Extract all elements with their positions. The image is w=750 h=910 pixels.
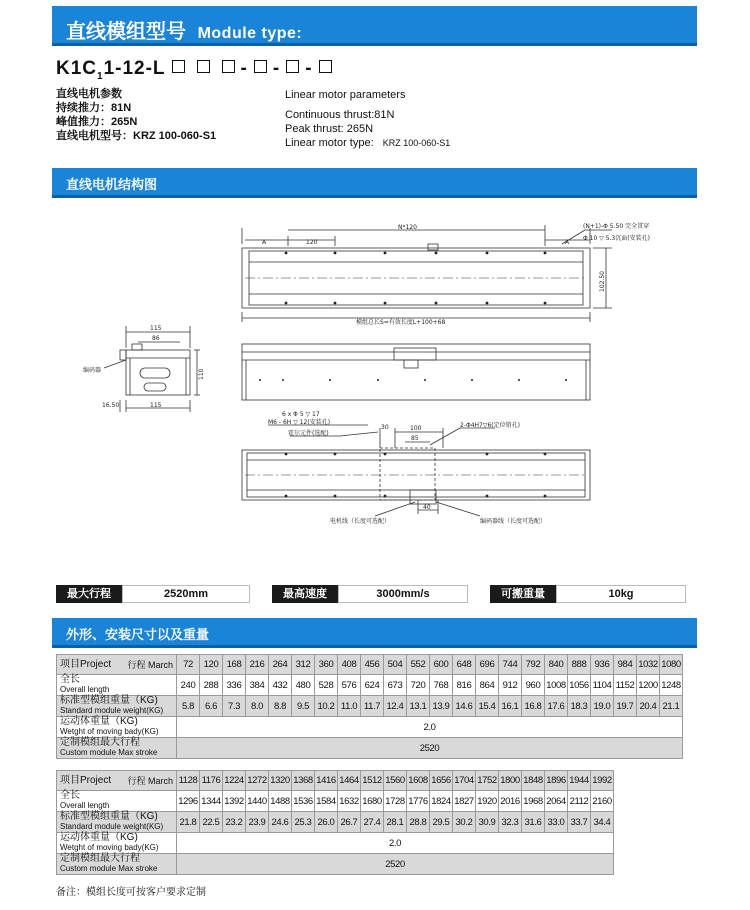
table-row: 全长 Overall length 1296 1344 1392 1440 1488 1536 1584 1632 1680 1728 1776 1824 1827 1920 2016 1968 2064 2112 2160 bbox=[57, 791, 614, 812]
table-row: 定制模组最大行程 Custom module Max stroke 2520 bbox=[57, 854, 614, 875]
table-row: 运动体重量（KG) Wetght of moving bady(KG) 2.0 bbox=[57, 833, 614, 854]
footnote: 备注：模组长度可按客户要求定制 bbox=[56, 887, 206, 898]
dim-102: 102.50 bbox=[599, 271, 606, 292]
side-view-body bbox=[126, 350, 190, 395]
dim-1650: 16.50 bbox=[102, 402, 120, 409]
hole-note2: Φ 10 ▽ 5.3沉面(安装孔) bbox=[583, 235, 650, 242]
screw-note2: M6 - 6H ▽ 12(安装孔) bbox=[268, 419, 331, 426]
spec-value-stroke: 2520mm bbox=[122, 585, 250, 603]
title-en: Module type: bbox=[197, 25, 303, 42]
placeholder-box bbox=[222, 60, 235, 73]
dim-110: 110 bbox=[198, 368, 205, 380]
spec-label-payload: 可搬重量 bbox=[490, 585, 556, 603]
table-row: 全长 Overall length 240 288 336 384 432 480 528 576 624 673 720 768 816 864 912 960 1008 1056 1104 1152 1200 1248 bbox=[57, 675, 683, 696]
spec-value-speed: 3000mm/s bbox=[338, 585, 468, 603]
table-row: 标准型模组重量（KG) Standard module weight(KG) 21.8 22.5 23.2 23.9 24.6 25.3 26.0 26.7 27.4 28.1 28.8 29.5 30.2 30.9 32.3 31.6 33.0 33.7 34.4 bbox=[57, 812, 614, 833]
encoder-line-label: 编码器线（长度可选配） bbox=[480, 518, 547, 525]
placeholder-box bbox=[286, 60, 299, 73]
dim-115: 115 bbox=[150, 325, 162, 332]
model-code: $K1C_11-12-L$ - - - bbox=[56, 58, 338, 82]
dim-86: 86 bbox=[152, 335, 160, 342]
dim-115b: 115 bbox=[150, 402, 162, 409]
title-banner bbox=[52, 6, 697, 46]
table-row: 项目Project 行程 March 72 120 168 216 264 312 360 408 456 504 552 600 648 696 744 792 840 888 936 984 1032 1080 bbox=[57, 655, 683, 675]
spec-label-speed: 最高速度 bbox=[272, 585, 338, 603]
params-en: Linear motor parameters Continuous thrust:81N Peak thrust: 265N Linear motor type: KRZ 100-060-S1 bbox=[285, 89, 451, 149]
title-cn: 直线模组型号 bbox=[66, 21, 186, 43]
hole-note1: (N+1)-Φ 5.50 完全贯穿 bbox=[583, 223, 650, 230]
dim-a: A bbox=[262, 239, 267, 246]
spec-label-stroke: 最大行程 bbox=[56, 585, 122, 603]
table-row: 标准型模组重量（KG) Standard module weight(KG) 5.8 6.6 7.3 8.0 8.8 9.5 10.2 11.0 11.7 12.4 13.1 13.9 14.6 15.4 16.1 16.8 17.6 18.3 19.0 19.7 20.4 21.1 bbox=[57, 696, 683, 717]
placeholder-box bbox=[172, 60, 185, 73]
params-cn: 直线电机参数 持续推力：81N 峰值推力：265N 直线电机型号：KRZ 100-060-S1 bbox=[56, 88, 217, 142]
pin-note: 2-Φ4H7▽6(定位销孔) bbox=[460, 422, 520, 429]
dim-100: 100 bbox=[410, 425, 422, 432]
dim-n120: N*120 bbox=[398, 224, 417, 231]
placeholder-box bbox=[319, 60, 332, 73]
dim-a2: A bbox=[565, 239, 570, 246]
dimension-table-2 bbox=[56, 770, 614, 875]
spec-value-payload: 10kg bbox=[556, 585, 686, 603]
table-row: 运动体重量（KG) Wetght of moving bady(KG) 2.0 bbox=[57, 717, 683, 738]
dimension-table-1 bbox=[56, 654, 683, 759]
dimensions-banner: 外形、安装尺寸以及重量 bbox=[52, 618, 697, 648]
table-row: 定制模组最大行程 Custom module Max stroke 2520 bbox=[57, 738, 683, 759]
placeholder-box bbox=[197, 60, 210, 73]
dim-120: 120 bbox=[306, 239, 318, 246]
motor-line-label: 电机线（长度可选配） bbox=[330, 518, 391, 525]
dim-30: 30 bbox=[381, 424, 389, 431]
dim-85: 85 bbox=[411, 435, 419, 442]
hall-label: 霍尔元件(选配) bbox=[288, 430, 329, 437]
dim-40: 40 bbox=[423, 504, 431, 511]
table-row: 项目Project 行程 March 1128 1176 1224 1272 1320 1368 1416 1464 1512 1560 1608 1656 1704 1752 1800 1848 1896 1944 1992 bbox=[57, 771, 614, 791]
total-length: 模组总长S=有效长度L+100+68 bbox=[356, 319, 446, 326]
structure-drawing bbox=[0, 200, 750, 535]
screw-note1: 6 x Φ 5 ▽ 17 bbox=[282, 411, 320, 418]
placeholder-box bbox=[254, 60, 267, 73]
structure-banner: 直线电机结构图 bbox=[52, 168, 697, 198]
encoder-label: 编码器 bbox=[83, 367, 102, 374]
